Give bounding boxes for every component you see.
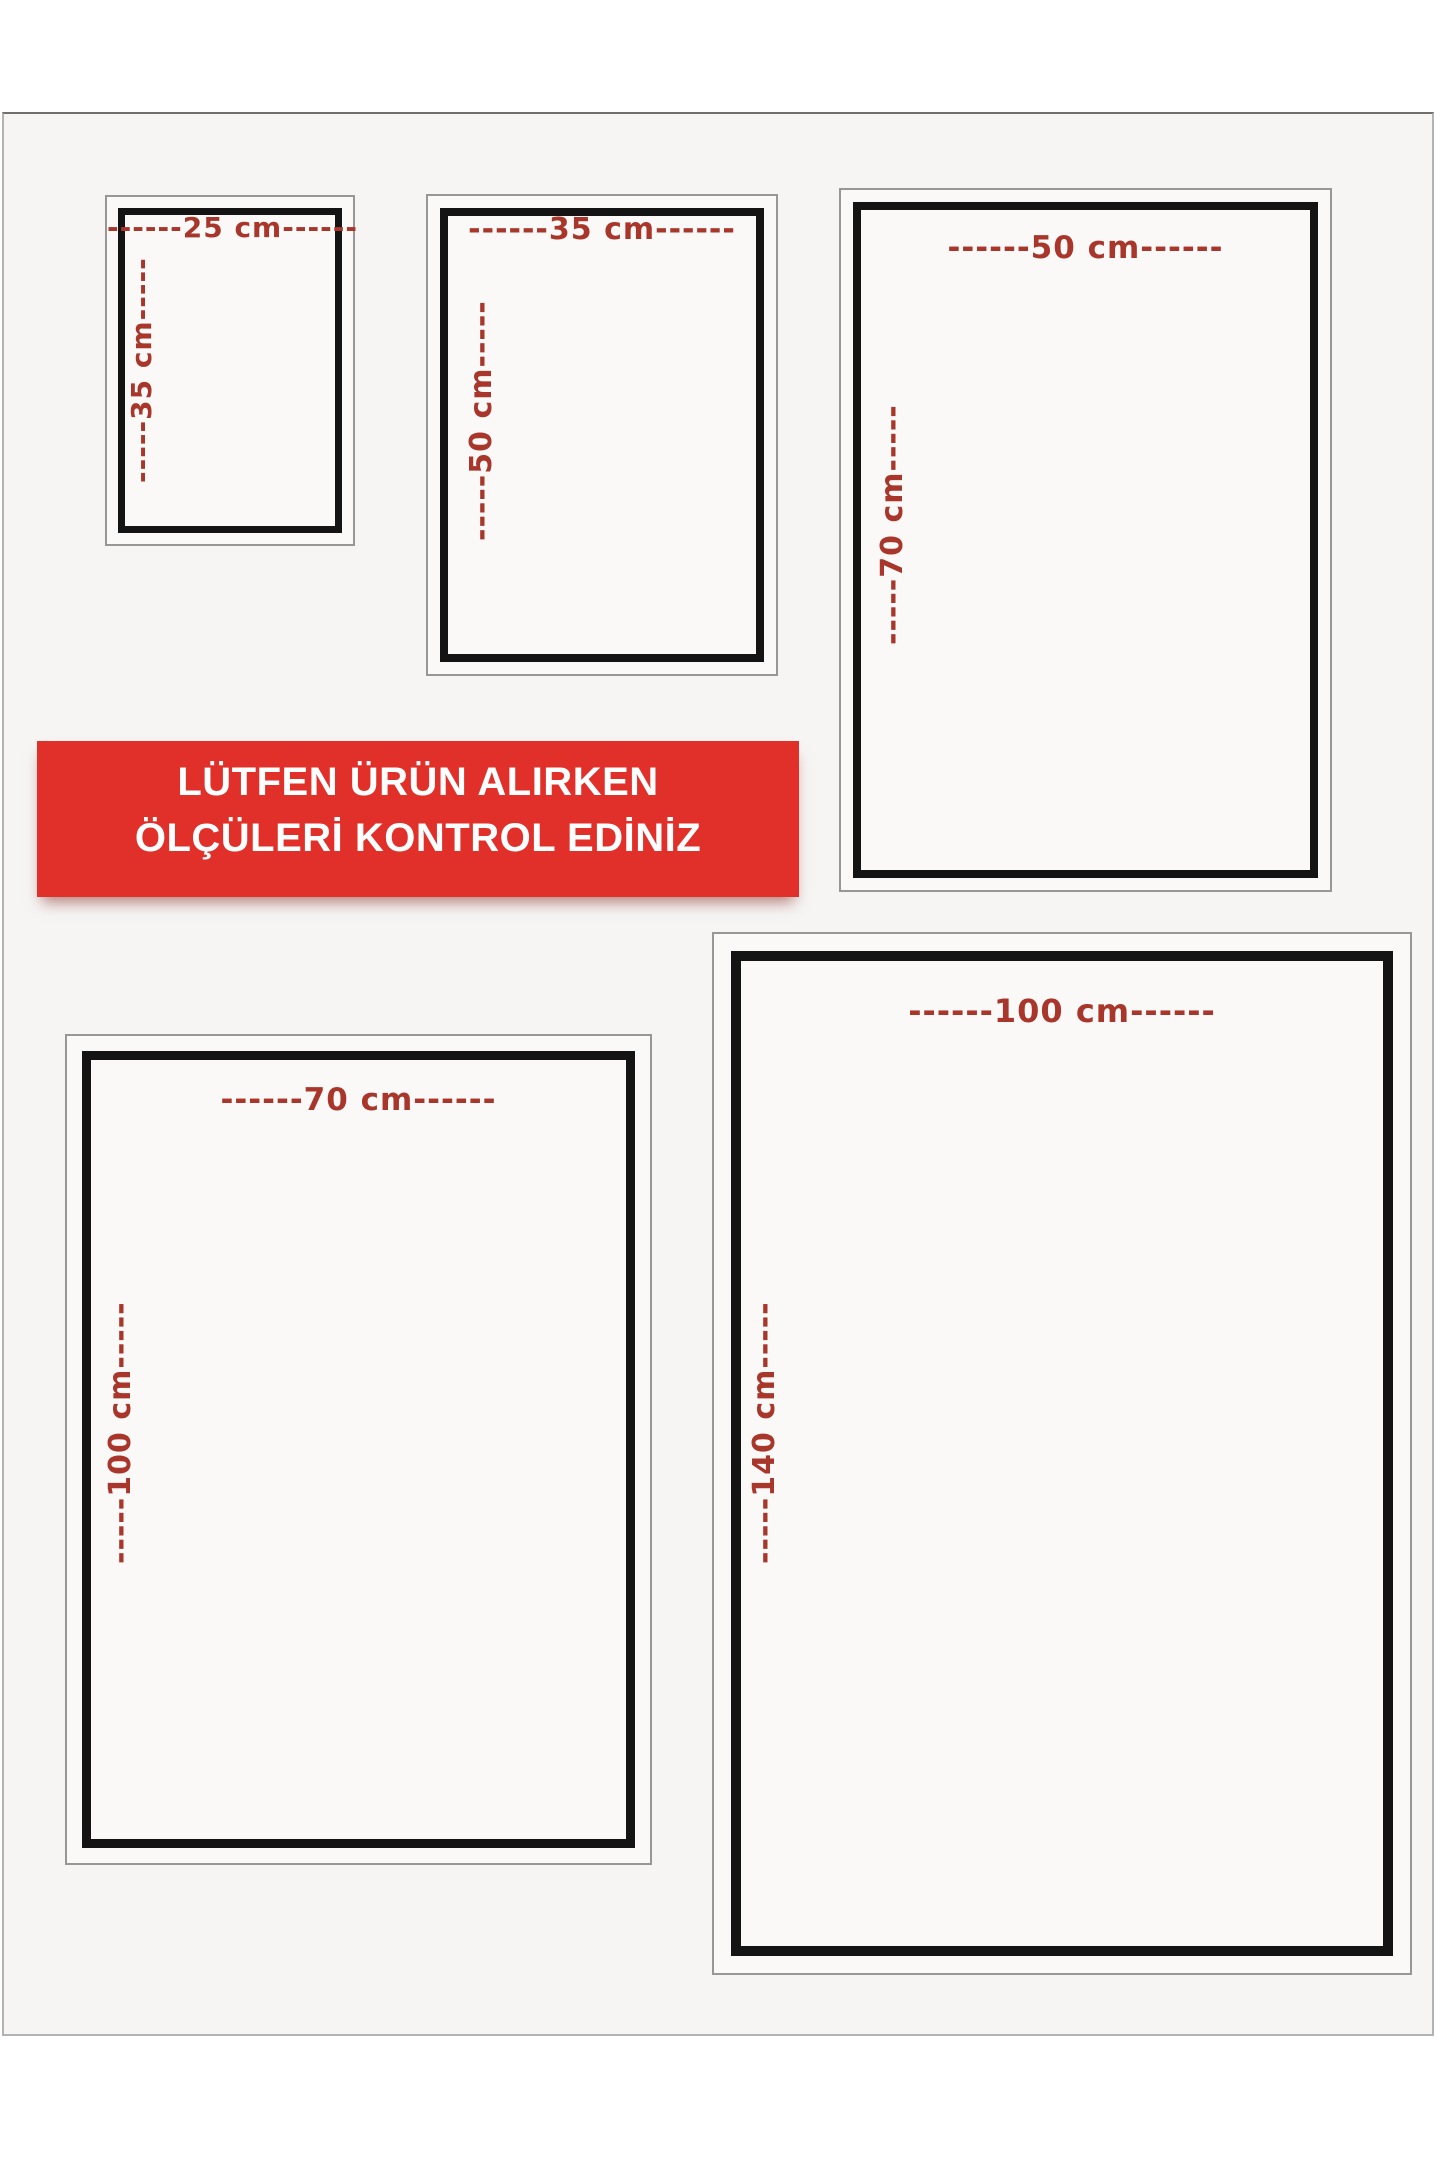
size-box-100x140-inner-frame: [731, 951, 1393, 1956]
size-box-70x100: [65, 1034, 652, 1865]
width-dimension-label: ------70 cm------: [220, 1082, 497, 1118]
height-dimension-label: -----50 cm-----: [464, 300, 499, 541]
page-card: [2, 112, 1434, 2036]
width-dimension-label: ------50 cm------: [947, 230, 1224, 266]
size-box-50x70-inner-frame: [853, 202, 1318, 878]
warning-banner-line1: LÜTFEN ÜRÜN ALIRKEN: [177, 760, 659, 804]
height-dimension-label: -----140 cm-----: [747, 1301, 782, 1564]
height-dimension-label: -----70 cm-----: [875, 404, 910, 645]
size-box-35x50: [426, 194, 778, 676]
width-dimension-label: ------25 cm------: [107, 211, 358, 244]
height-dimension-label: -----100 cm-----: [103, 1301, 138, 1564]
warning-banner-line2: ÖLÇÜLERİ KONTROL EDİNİZ: [134, 816, 702, 860]
size-box-70x100-inner-frame: [82, 1051, 635, 1848]
warning-banner: [37, 741, 799, 897]
size-box-100x140: [712, 932, 1412, 1975]
size-box-50x70: [839, 188, 1332, 892]
height-dimension-label: -----35 cm-----: [125, 257, 158, 483]
width-dimension-label: ------100 cm------: [908, 992, 1216, 1030]
width-dimension-label: ------35 cm------: [468, 212, 736, 247]
size-box-25x35: [105, 195, 358, 546]
